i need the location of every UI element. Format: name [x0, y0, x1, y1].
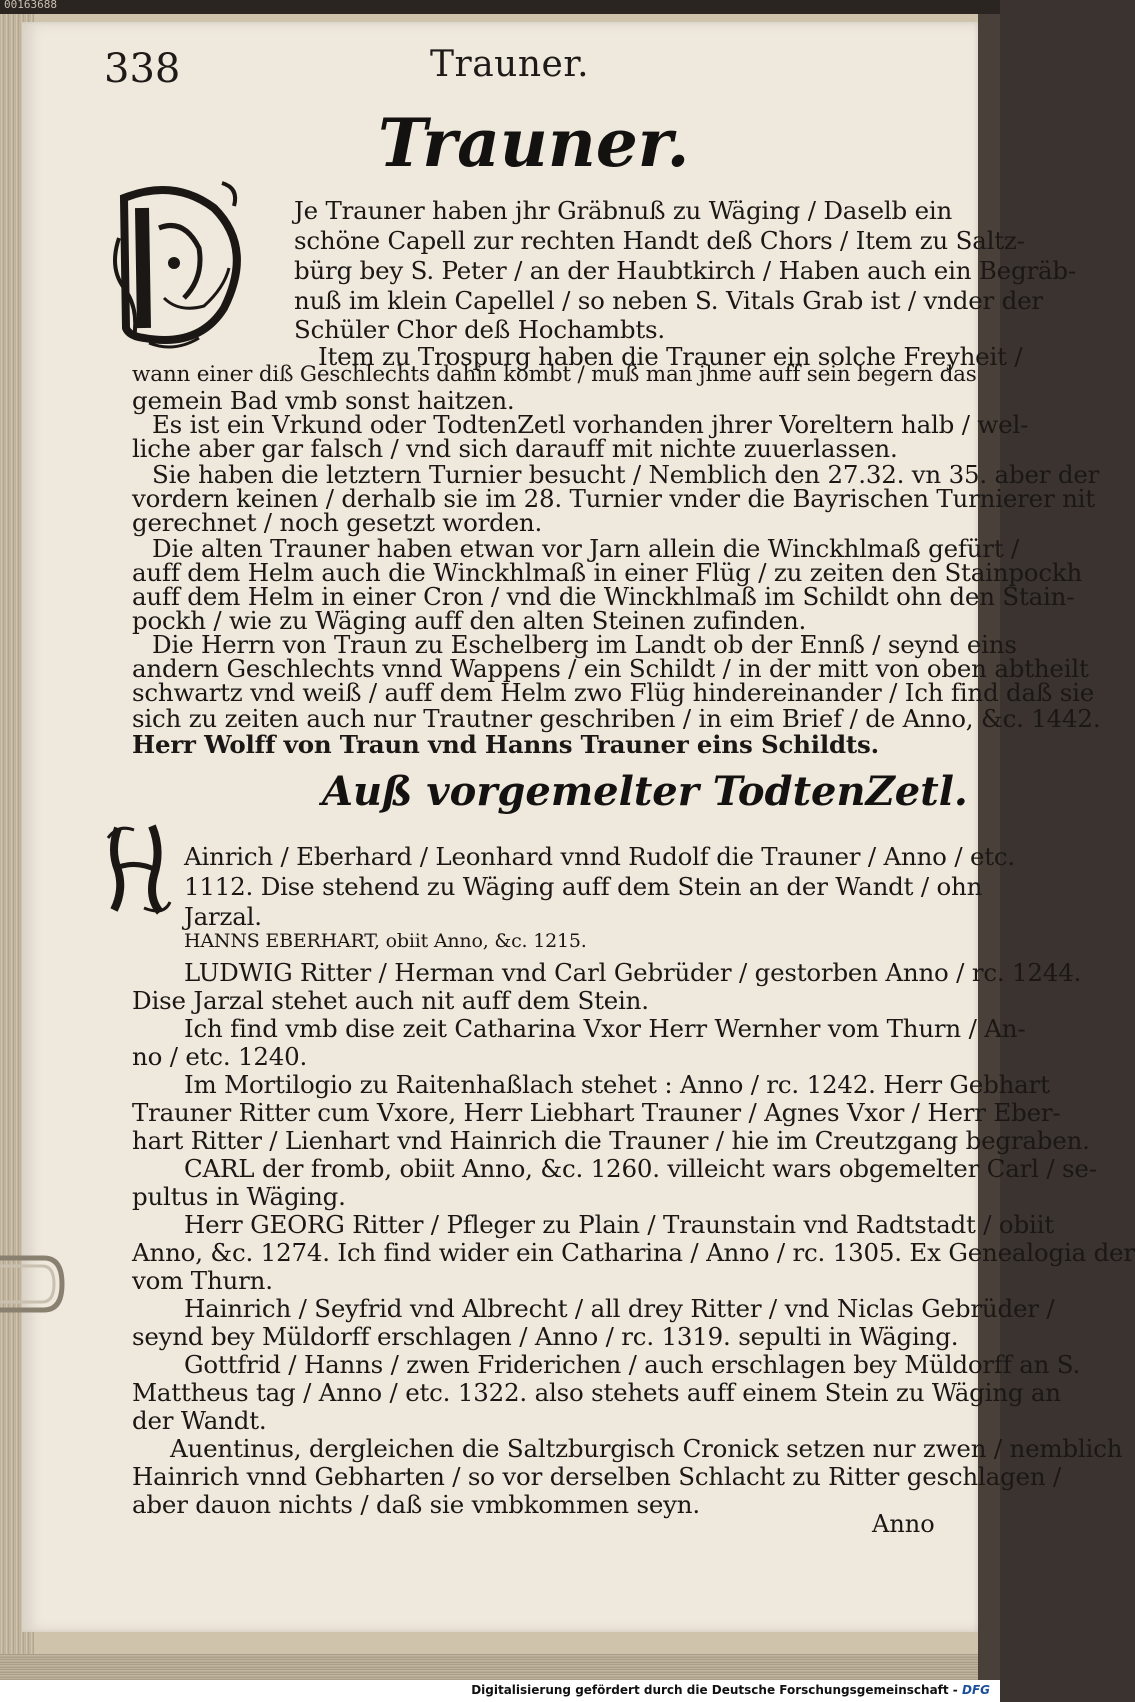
intro-line: Item zu Trospurg haben die Trauner ein solche Freyheit /	[318, 342, 1023, 371]
book-bottom-edge	[0, 1654, 1000, 1680]
intro-line: nuß im klein Capellel / so neben S. Vitals Grab ist / vnder der	[294, 286, 1043, 315]
body-line: hart Ritter / Lienhart vnd Hainrich die Trauner / hie im Creutzgang begraben.	[132, 1126, 1090, 1155]
intro-line: auff dem Helm in einer Cron / vnd die Winckhlmaß im Schildt ohn den Stain-	[132, 582, 1075, 611]
intro-line: gemein Bad vmb sonst haitzen.	[132, 386, 515, 415]
body-line: pultus in Wäging.	[132, 1182, 346, 1211]
body-line: Im Mortilogio zu Raitenhaßlach stehet : Anno / rc. 1242. Herr Gebhart	[184, 1070, 1050, 1099]
body-line: Dise Jarzal stehet auch nit auff dem Stein.	[132, 986, 649, 1015]
dfg-logo: DFG	[961, 1683, 990, 1697]
body-line: vom Thurn.	[132, 1266, 273, 1295]
intro-line: schöne Capell zur rechten Handt deß Chors / Item zu Saltz-	[294, 226, 1025, 255]
body-line: 1112. Dise stehend zu Wäging auff dem Stein an der Wandt / ohn	[184, 872, 983, 901]
body-line: der Wandt.	[132, 1406, 267, 1435]
scan-id: 00163688	[4, 0, 57, 11]
intro-line: Es ist ein Vrkund oder TodtenZetl vorhanden jhrer Voreltern halb / wel-	[152, 410, 1029, 439]
body-line: seynd bey Müldorff erschlagen / Anno / rc. 1319. sepulti in Wäging.	[132, 1322, 959, 1351]
body-line: Ich find vmb dise zeit Catharina Vxor Herr Wernher vom Thurn / An-	[184, 1014, 1026, 1043]
intro-line: pockh / wie zu Wäging auff den alten Steinen zufinden.	[132, 606, 807, 635]
intro-line: vordern keinen / derhalb sie im 28. Turnier vnder die Bayrischen Turnierer nit	[132, 484, 1095, 513]
body-line: CARL der fromb, obiit Anno, &c. 1260. villeicht wars obgemelter Carl / se-	[184, 1154, 1097, 1183]
intro-line: liche aber gar falsch / vnd sich darauff mit nichte zuuerlassen.	[132, 434, 898, 463]
intro-line: wann einer diß Geschlechts dahin kombt / muß man jhme auff sein begern das	[132, 362, 977, 387]
body-line: Gottfrid / Hanns / zwen Friderichen / auch erschlagen bey Müldorff an S.	[184, 1350, 1081, 1379]
body-line: HANNS EBERHART, obiit Anno, &c. 1215.	[184, 930, 587, 952]
intro-line: Die Herrn von Traun zu Eschelberg im Landt ob der Ennß / seynd eins	[152, 630, 1017, 659]
body-line: Trauner Ritter cum Vxore, Herr Liebhart Trauner / Agnes Vxor / Herr Eber-	[132, 1098, 1061, 1127]
intro-line: Die alten Trauner haben etwan vor Jarn allein die Winckhlmaß gefürt /	[152, 534, 1020, 563]
intro-line: sich zu zeiten auch nur Trautner geschriben / in eim Brief / de Anno, &c. 1442.	[132, 704, 1101, 733]
intro-line: auff dem Helm auch die Winckhlmaß in einer Flüg / zu zeiten den Stainpockh	[132, 558, 1083, 587]
intro-line: gerechnet / noch gesetzt worden.	[132, 508, 543, 537]
body-line: Hainrich vnnd Gebharten / so vor derselben Schlacht zu Ritter geschlagen /	[132, 1462, 1062, 1491]
intro-line: Herr Wolff von Traun vnd Hanns Trauner eins Schildts.	[132, 730, 879, 759]
intro-line: schwartz vnd weiß / auff dem Helm zwo Flüg hindereinander / Ich find daß sie	[132, 678, 1095, 707]
scan-header-strip	[0, 0, 1000, 14]
book-clip	[0, 1252, 66, 1316]
running-head: Trauner.	[430, 44, 590, 85]
body-line: Mattheus tag / Anno / etc. 1322. also stehets auff einem Stein zu Wäging an	[132, 1378, 1061, 1407]
drop-cap-h-ornament	[104, 820, 174, 916]
intro-line: andern Geschlechts vnnd Wappens / ein Schildt / in der mitt von oben abtheilt	[132, 654, 1089, 683]
body-line: Herr GEORG Ritter / Pfleger zu Plain / Traunstain vnd Radtstadt / obiit	[184, 1210, 1054, 1239]
body-line: no / etc. 1240.	[132, 1042, 308, 1071]
body-line: Ainrich / Eberhard / Leonhard vnnd Rudolf die Trauner / Anno / etc.	[184, 842, 1016, 871]
body-line: Auentinus, dergleichen die Saltzburgisch Cronick setzen nur zwen / nemblich	[170, 1434, 1123, 1463]
body-line: LUDWIG Ritter / Herman vnd Carl Gebrüder / gestorben Anno / rc. 1244.	[184, 958, 1082, 987]
funding-text: Digitalisierung gefördert durch die Deutsche Forschungsgemeinschaft -	[471, 1683, 958, 1697]
intro-line: Sie haben die letztern Turnier besucht / Nemblich den 27.32. vn 35. aber der	[152, 460, 1100, 489]
body-line: Anno, &c. 1274. Ich find wider ein Catharina / Anno / rc. 1305. Ex Genealogia der	[132, 1238, 1135, 1267]
section-heading: Auß vorgemelter TodtenZetl.	[322, 768, 968, 815]
catchword: Anno	[872, 1510, 935, 1538]
body-line: Jarzal.	[184, 902, 262, 931]
intro-line: Schüler Chor deß Hochambts.	[294, 315, 665, 344]
body-line: Hainrich / Seyfrid vnd Albrecht / all drey Ritter / vnd Niclas Gebrüder /	[184, 1294, 1055, 1323]
footer-bar	[0, 1680, 1000, 1702]
intro-line: bürg bey S. Peter / an der Haubtkirch / Haben auch ein Begräb-	[294, 256, 1076, 285]
funding-notice	[471, 1683, 990, 1697]
drop-cap-d-ornament	[104, 178, 254, 353]
body-line: aber dauon nichts / daß sie vmbkommen seyn.	[132, 1490, 700, 1519]
page-number: 338	[104, 46, 181, 92]
page-title: Trauner.	[378, 104, 690, 182]
intro-line: Je Trauner haben jhr Gräbnuß zu Wäging / Daselb ein	[294, 196, 953, 225]
